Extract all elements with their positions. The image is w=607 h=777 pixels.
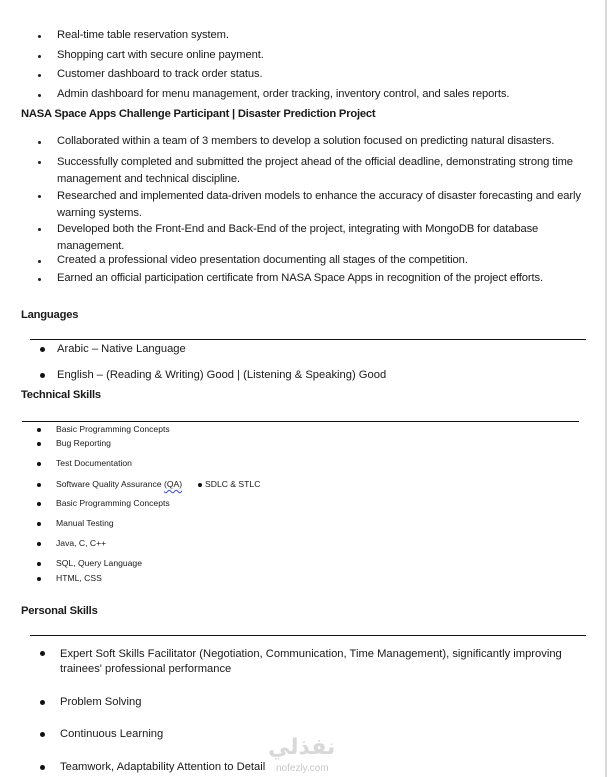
spellcheck-underlined-text: (QA) (163, 479, 183, 489)
list-item: Basic Programming Concepts (56, 424, 170, 434)
bullet-icon (37, 483, 41, 487)
languages-heading: Languages (21, 309, 79, 321)
bullet-icon (38, 55, 41, 58)
nasa-project-title: NASA Space Apps Challenge Participant | Disaster Prediction Project (21, 108, 376, 120)
bullet-icon (37, 577, 41, 581)
list-item: Developed both the Front-End and Back-End of the project, integrating with MongoDB for database management. (57, 223, 539, 252)
list-item: Collaborated within a team of 3 members to develop a solution focused on predicting natural disasters. (57, 135, 555, 147)
list-item: Continuous Learning (60, 728, 164, 740)
bullet-icon (38, 74, 41, 77)
section-divider (30, 635, 586, 636)
bullet-icon (38, 228, 41, 231)
bullet-icon (40, 732, 45, 737)
bullet-icon (37, 522, 41, 526)
list-item: HTML, CSS (56, 573, 102, 583)
bullet-icon (38, 94, 41, 97)
bullet-icon (37, 462, 41, 466)
bullet-icon (37, 562, 41, 566)
list-item-text: Software Quality Assurance (56, 479, 164, 489)
list-item: Successfully completed and submitted the project ahead of the official deadline, demonstrating strong time management and technical discipline. (57, 156, 573, 185)
bullet-icon (38, 260, 41, 263)
list-item: Expert Soft Skills Facilitator (Negotiation, Communication, Time Management), significantly improving trainees' professional performance (60, 648, 562, 675)
watermark-arabic-text: نفذلي (268, 734, 336, 759)
bullet-icon (38, 195, 41, 198)
list-item: Earned an official participation certificate from NASA Space Apps in recognition of the project efforts. (57, 272, 544, 284)
list-item: Admin dashboard for menu management, order tracking, inventory control, and sales reports. (57, 88, 510, 100)
list-item: Researched and implemented data-driven models to enhance the accuracy of disaster forecasting and early warning systems. (57, 190, 581, 219)
list-item: SDLC & STLC (205, 479, 261, 489)
bullet-icon (40, 765, 45, 770)
personal-skills-heading: Personal Skills (21, 605, 98, 617)
watermark-url-text: nofezly.com (276, 763, 329, 774)
section-divider (30, 339, 586, 340)
bullet-icon (198, 483, 202, 487)
bullet-icon (38, 35, 41, 38)
bullet-icon (37, 502, 41, 506)
bullet-icon (40, 347, 45, 352)
list-item: Bug Reporting (56, 438, 111, 448)
list-item: Customer dashboard to track order status. (57, 68, 263, 80)
list-item: Shopping cart with secure online payment. (57, 49, 264, 61)
bullet-icon (37, 428, 41, 432)
list-item: Java, C, C++ (56, 538, 107, 548)
bullet-icon (40, 651, 45, 656)
list-item (56, 479, 182, 490)
list-item: Created a professional video presentation documenting all stages of the competition. (57, 254, 468, 266)
list-item: Test Documentation (56, 458, 132, 468)
technical-skills-heading: Technical Skills (21, 389, 101, 401)
bullet-icon (40, 700, 45, 705)
list-item: Basic Programming Concepts (56, 498, 170, 508)
section-divider (22, 421, 579, 422)
list-item: English – (Reading & Writing) Good | (Listening & Speaking) Good (57, 369, 387, 381)
list-item: Problem Solving (60, 696, 142, 708)
bullet-icon (38, 278, 41, 281)
list-item: Arabic – Native Language (57, 343, 186, 355)
list-item: Real-time table reservation system. (57, 29, 229, 41)
bullet-icon (38, 141, 41, 144)
list-item: Teamwork, Adaptability Attention to Detail (60, 761, 266, 773)
bullet-icon (37, 442, 41, 446)
list-item: Manual Testing (56, 518, 114, 528)
bullet-icon (40, 373, 45, 378)
bullet-icon (38, 161, 41, 164)
bullet-icon (37, 542, 41, 546)
list-item: SQL, Query Language (56, 558, 142, 568)
